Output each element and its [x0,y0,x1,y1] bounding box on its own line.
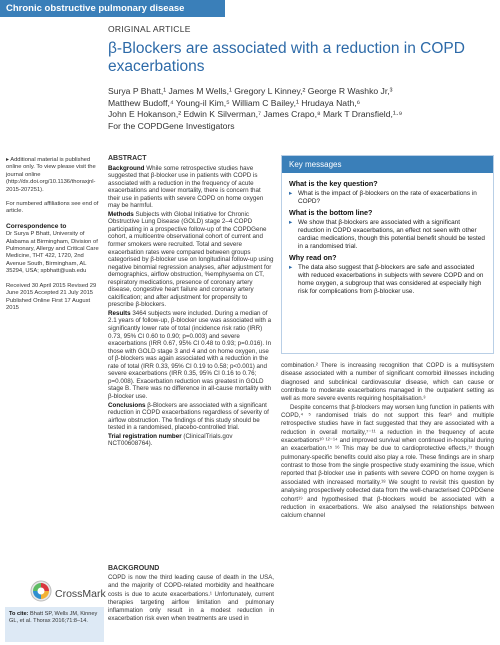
correspondence-body[interactable]: Dr Surya P Bhatt, University of Alabama at Birmingham, Division of Pulmonary, Allergy and Critical Care Medicine, THT 422, 1720, 2nd Avenue South, Birmingham, AL 35294, USA; spbhatt@uab.edu [6,231,99,275]
abstract-results-text: 3464 subjects were included. During a median of 2.1 years of follow-up, β-blocker use was associated with a significantly lower rate of total (incidence risk ratio (IRR) 0.73, 95% CI 0.60 to 0.90; p=0.003) and severe exacerbations (IRR 0.67, 95% CI 0.48 to 0.93; p=0.016). In those with GOLD stage 3 and 4 and on home oxygen, use of β-blockers was again associated with a reduction in the rate of total (IRR 0.33, 95% CI 0.19 to 0.58; p<0.001) and severe exacerbations (IRR 0.35, 95% CI 0.16 to 0.76; p=0.008). Exacerbation reduction was greatest in GOLD stage B. There was no difference in all-cause mortality with β-blocker use. [108,309,272,400]
journal-section-banner: Chronic obstructive pulmonary disease [0,0,225,17]
right-column-body [281,362,494,521]
correspondence-heading: Correspondence to [6,222,67,230]
authors-line: Surya P Bhatt,¹ James M Wells,¹ Gregory L Kinney,² George R Washko Jr,³ [108,86,393,96]
abstract-background [108,165,274,210]
key-messages-body [282,173,493,295]
background-section [108,565,274,623]
key-question-2: What is the bottom line? [289,208,373,218]
correspondence [6,223,104,276]
crossmark-icon [30,580,52,607]
abstract-results [108,310,274,401]
crossmark-label: CrossMark [55,587,106,600]
citation-box [5,607,104,642]
author-list [108,86,493,132]
abstract-trial-label: Trial registration number [108,432,182,440]
body-paragraph: combination.² There is increasing recognition that COPD is a multisystem disease associated with a number of significant comorbid illnesses including diagnosed and subclinical cardiovascular disease, which can cause or contribute to moderate exacerbations managed in the outpatient setting as well as more severe events requiring hospitalisation.³ [281,362,494,403]
key-messages-box [281,155,494,354]
abstract [108,155,274,449]
background-heading: BACKGROUND [108,565,160,572]
authors-group: For the COPDGene Investigators [108,120,235,131]
abstract-methods-label: Methods [108,210,134,218]
key-answer-2: ▸ We show that β-blockers are associated with a significant reduction in COPD exacerbations, an effect not seen with other cardiac medications, though this potential benefit should be tested in a randomised trial. [289,219,486,250]
authors-line: John E Hokanson,² Edwin K Silverman,⁷ James Crapo,⁸ Mark T Dransfield,¹·⁹ [108,109,403,120]
citation-text: Bhatt SP, Wells JM, Kinney GL, et al. Thorax 2016;71:8–14. [9,611,98,624]
abstract-conclusions-label: Conclusions [108,401,146,409]
key-question-3: Why read on? [289,253,337,263]
background-text: COPD is now the third leading cause of death in the USA, and the majority of COPD-related morbidity and healthcare costs is due to acute exacerbations.¹ Unfortunately, current therapies targeting airflow limitation and pulmonary inflammation only result in a modest reduction in exacerbation risk even when treatments are used in [108,574,274,623]
key-answer-1: ▸ What is the impact of β-blockers on the rate of exacerbations in COPD? [289,190,486,206]
article-title: β-Blockers are associated with a reduction in COPD exacerbations [108,40,465,75]
citation-label: To cite: [9,611,29,617]
body-paragraph: Despite concerns that β-blockers may worsen lung function in patients with COPD,⁴ ⁵ randomised trials do not support this fear⁶ and multiple retrospective studies have in fact suggested that they are associated with a reduction in overall mortality,⁷⁻¹¹ a reduction in the frequency of acute exacerbations¹⁰ ¹²⁻¹⁴ and improved survival when continued in-hospital during an exacerbation.¹⁵ ¹⁶ This may be due to cardioprotective effects,¹⁷ though pulmonary-specific benefits could also play a role. These findings are in sharp contrast to those from the single prospective study examining the issue, which reported that β-blocker use in patients with severe COPD on home oxygen is associated with increased mortality.¹⁸ We sought to revisit this question by analysing prospectively collected data from the well-characterised COPDGene cohort¹⁹ and hypothesised that β-blockers would be associated with a reduction in exacerbations. We also analysed the relationships between calcium channel [281,403,494,520]
abstract-methods [108,211,274,309]
abstract-conclusions-text: β-Blockers are associated with a significant reduction in COPD exacerbations regardless of severity of airflow obstruction. The findings of this study should be tested in a randomised, placebo-controlled trial. [108,401,269,432]
affiliations-note: For numbered affiliations see end of article. [6,201,99,215]
crossmark-badge[interactable] [30,580,106,607]
abstract-background-text: While some retrospective studies have suggested that β-blocker use in patients with COPD is associated with a reduction in the frequency of acute exacerbations and lower mortality, there is concern that their use in patients with severe COPD on home oxygen may be harmful. [108,164,264,210]
abstract-trial-registration [108,433,274,448]
abstract-results-label: Results [108,309,131,317]
abstract-trial-text[interactable]: (ClinicalTrials.gov NCT00608764). [108,432,233,448]
additional-material-note[interactable]: ▸ Additional material is published online only. To view please visit the journal online (http://dx.doi.org/10.1136/thoraxjnl-2015-207251). [6,157,96,193]
key-question-1: What is the key question? [289,179,378,188]
key-answer-3: ▸ The data also suggest that β-blockers are safe and associated with reduced exacerbations in subjects with severe COPD and on home oxygen, a subgroup that was considered at especially high risk for complications from β-blocker use. [289,264,486,295]
authors-line: Matthew Budoff,⁴ Young-il Kim,⁵ William C Bailey,¹ Hrudaya Nath,⁶ [108,97,361,108]
key-messages-heading: Key messages [282,156,493,173]
abstract-conclusions [108,402,274,432]
article-sidebar [6,157,104,319]
abstract-background-label: Background [108,164,145,172]
abstract-methods-text: Subjects with Global Initiative for Chronic Obstructive Lung Disease (GOLD) stage 2–4 COPD participating in a prospective follow-up of the COPDGene cohort, a multicentre observational cohort of current and former smokers were recruited. Total and severe exacerbation rates were compared between groups categorised by β-blocker use on longitudinal follow-up using negative binomial regression analyses, after adjustment for demographics, airflow obstruction, %emphysema on CT, respiratory medications, presence of coronary artery disease, congestive heart failure and coronary artery calcification; and after adjustment for propensity to prescribe β-blockers. [108,210,274,309]
article-type: ORIGINAL ARTICLE [108,24,191,34]
abstract-heading: ABSTRACT [108,155,147,162]
publication-dates: Received 30 April 2015 Revised 29 June 2015 Accepted 21 July 2015 Published Online First 17 August 2015 [6,282,97,311]
